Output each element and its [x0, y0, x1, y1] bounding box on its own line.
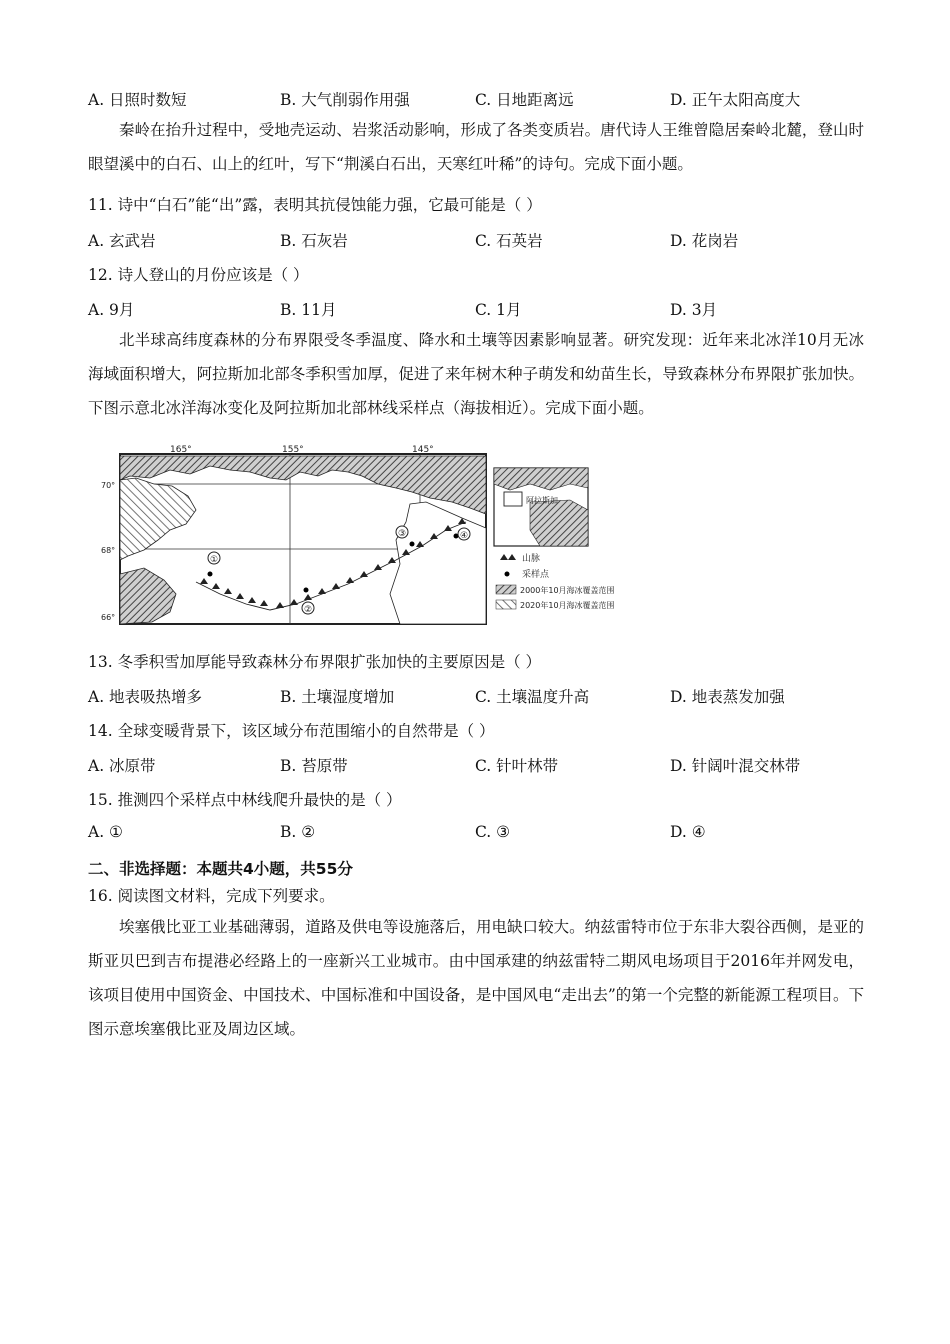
q12-options: [88, 298, 868, 324]
inset-label: 阿拉斯加: [526, 496, 558, 505]
q15-options: [88, 823, 868, 849]
q15-option-a: A. ①: [88, 823, 123, 841]
arctic-alaska-map: [100, 444, 615, 634]
q16-stem: 16. 阅读图文材料，完成下列要求。: [88, 887, 335, 905]
qinling-passage: 秦岭在抬升过程中，受地壳运动、岩浆活动影响，形成了各类变质岩。唐代诗人王维曾隐居秦岭北麓，登山时眼望溪中的白石、山上的红叶，写下“荆溪白石出，天寒红叶稀”的诗句。完成下面小题。: [88, 121, 864, 173]
q11-option-d: D. 花岗岩: [670, 232, 739, 250]
q10-options: [88, 88, 868, 114]
sample-label-3: ③: [397, 529, 407, 539]
q11-option-b: B. 石灰岩: [280, 232, 348, 250]
q12-option-d: D. 3月: [670, 301, 718, 319]
q10-option-d: D. 正午太阳高度大: [670, 91, 801, 109]
sample-label-4: ④: [459, 531, 469, 541]
lat-label-70: 70°: [101, 481, 116, 490]
legend-sample: 采样点: [522, 570, 550, 580]
q13-option-b: B. 土壤湿度增加: [280, 688, 395, 706]
q10-option-c: C. 日地距离远: [475, 91, 574, 109]
section-2-heading: 二、非选择题：本题共4小题，共55分: [88, 860, 353, 878]
q15-option-d: D. ④: [670, 823, 706, 841]
q13-stem: 13. 冬季积雪加厚能导致森林分布界限扩张加快的主要原因是（ ）: [88, 653, 542, 671]
q15-option-c: C. ③: [475, 823, 511, 841]
q13-option-d: D. 地表蒸发加强: [670, 688, 785, 706]
q12-stem: 12. 诗人登山的月份应该是（ ）: [88, 266, 309, 284]
q10-option-b: B. 大气削弱作用强: [280, 91, 410, 109]
q15-stem: 15. 推测四个采样点中林线爬升最快的是（ ）: [88, 791, 402, 809]
q12-option-b: B. 11月: [280, 301, 337, 319]
map-legend: [496, 552, 615, 610]
q11-stem: 11. 诗中“白石”能“出”露，表明其抗侵蚀能力强，它最可能是（ ）: [88, 196, 542, 214]
q14-option-b: B. 苔原带: [280, 757, 348, 775]
q14-option-d: D. 针阔叶混交林带: [670, 757, 801, 775]
q13-options: [88, 685, 868, 711]
q12-option-a: A. 9月: [88, 301, 135, 319]
sample-label-1: ①: [209, 555, 219, 565]
q13-option-c: C. 土壤温度升高: [475, 688, 590, 706]
lon-label-165: 165°: [170, 445, 192, 455]
lat-label-66: 66°: [101, 613, 116, 622]
q11-option-c: C. 石英岩: [475, 232, 543, 250]
q12-option-c: C. 1月: [475, 301, 522, 319]
legend-ice-2000: 2000年10月海冰覆盖范围: [520, 586, 615, 595]
q13-option-a: A. 地表吸热增多: [88, 688, 203, 706]
q14-options: [88, 754, 868, 780]
q11-options: [88, 229, 868, 255]
lat-label-68: 68°: [101, 546, 116, 555]
forest-passage: 北半球高纬度森林的分布界限受冬季温度、降水和土壤等因素影响显著。研究发现：近年来北冰洋10月无冰海域面积增大，阿拉斯加北部冬季积雪加厚，促进了来年树木种子萌发和幼苗生长，导致森林分布界限扩张加快。下图示意北冰洋海冰变化及阿拉斯加北部林线采样点（海拔相近）。完成下面小题。: [88, 331, 864, 417]
sample-label-2: ②: [303, 605, 313, 615]
q10-option-a: A. 日照时数短: [88, 91, 187, 109]
q15-option-b: B. ②: [280, 823, 316, 841]
q14-option-a: A. 冰原带: [88, 757, 156, 775]
q14-option-c: C. 针叶林带: [475, 757, 559, 775]
ethiopia-passage: 埃塞俄比亚工业基础薄弱，道路及供电等设施落后，用电缺口较大。纳兹雷特市位于东非大裂谷西侧，是亚的斯亚贝巴到吉布提港必经路上的一座新兴工业城市。由中国承建的纳兹雷特二期风电场项目于2016年并网发电，该项目使用中国资金、中国技术、中国标准和中国设备，是中国风电“走出去”的第一个完整的新能源工程项目。下图示意埃塞俄比亚及周边区域。: [88, 918, 864, 1038]
legend-mountain: 山脉: [522, 554, 541, 564]
legend-ice-2020: 2020年10月海冰覆盖范围: [520, 601, 615, 610]
lon-label-145: 145°: [412, 445, 434, 455]
q14-stem: 14. 全球变暖背景下，该区域分布范围缩小的自然带是（ ）: [88, 722, 495, 740]
q11-option-a: A. 玄武岩: [88, 232, 156, 250]
lon-label-155: 155°: [282, 445, 304, 455]
